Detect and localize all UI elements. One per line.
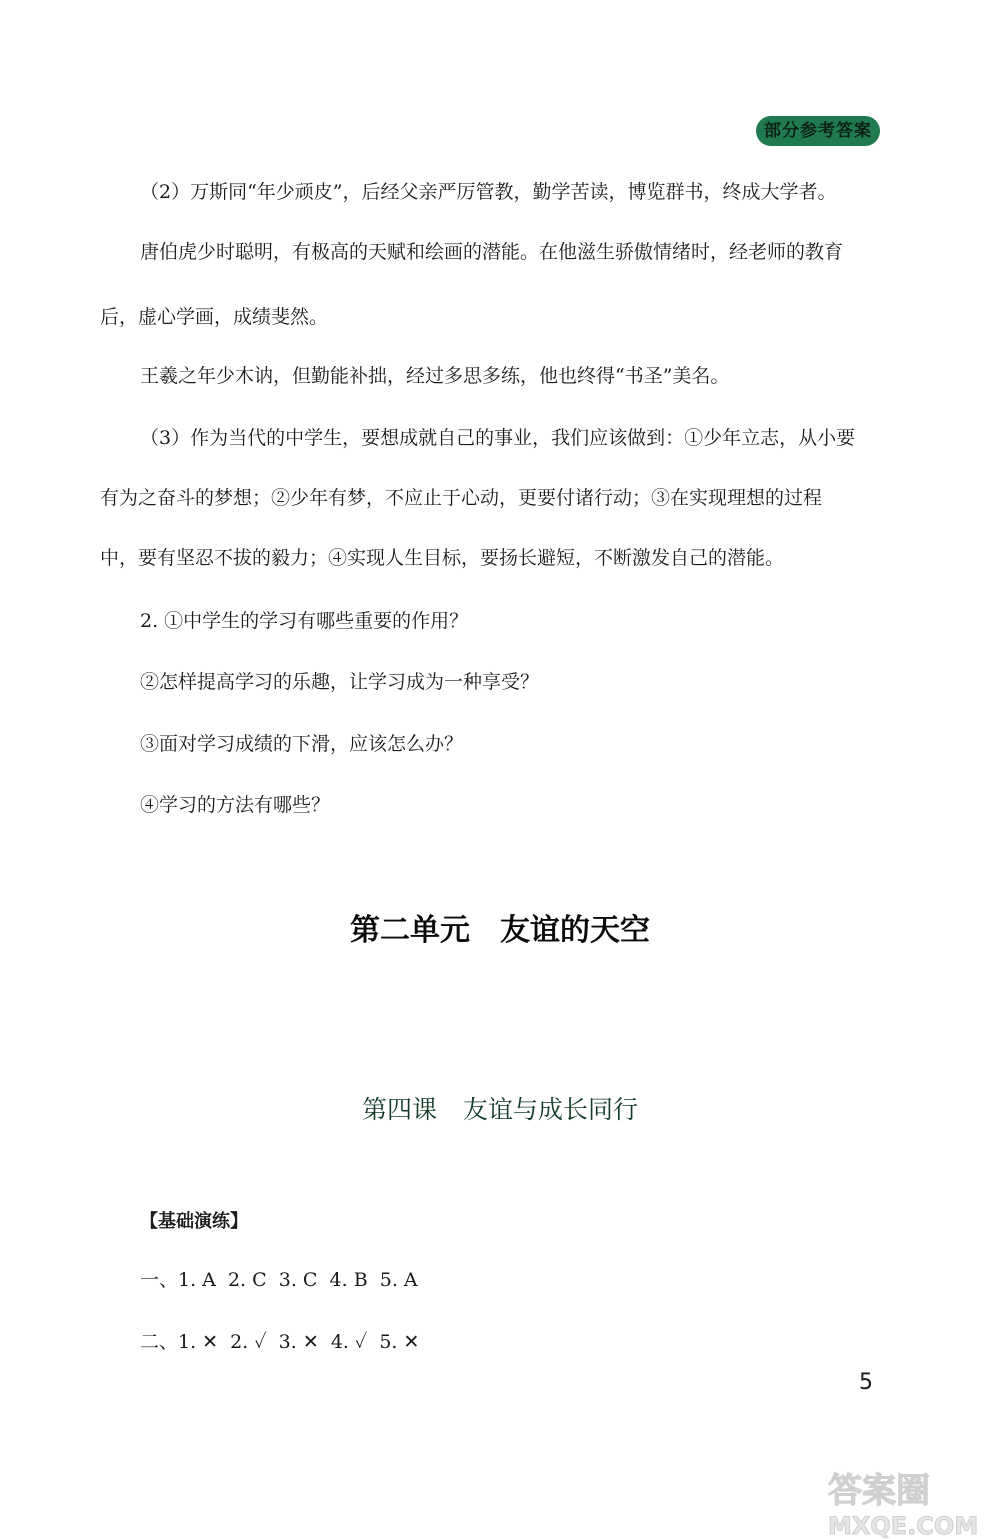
section-badge: 部分参考答案 (756, 116, 880, 146)
watermark-logo (820, 1468, 1000, 1539)
unit-number: 第二单元 (350, 913, 470, 948)
lesson-title (0, 1092, 1000, 1128)
answer-line-1: （2）万斯同“年少顽皮”，后经父亲严厉管教，勤学苦读，博览群书，终成大学者。 (140, 181, 837, 203)
watermark-text: 答案圈 MXQE.COM (828, 1471, 979, 1539)
answer-line-7: 中，要有坚忍不拔的毅力；④实现人生目标，要扬长避短，不断激发自己的潜能。 (100, 547, 785, 569)
lesson-number: 第四课 (361, 1095, 437, 1124)
answer-line-2: 唐伯虎少时聪明，有极高的天赋和绘画的潜能。在他滋生骄傲情绪时，经老师的教育 (140, 241, 844, 263)
answer-line-3: 后，虚心学画，成绩斐然。 (100, 306, 329, 328)
question-line-2: ②怎样提高学习的乐趣，让学习成为一种享受？ (140, 671, 540, 693)
page-number: 5 (859, 1370, 873, 1395)
practice-label: 【基础演练】 (140, 1211, 248, 1232)
unit-name: 友谊的天空 (500, 913, 650, 948)
answer-row-2: 二、1. ✕ 2. ✓ 3. ✕ 4. ✓ 5. ✕ (140, 1331, 420, 1353)
question-line-4: ④学习的方法有哪些？ (140, 794, 331, 816)
lesson-name: 友谊与成长同行 (463, 1095, 639, 1124)
question-line-1: 2. ①中学生的学习有哪些重要的作用？ (140, 610, 469, 632)
unit-title (0, 910, 1000, 952)
answer-row-1: 一、1. A 2. C 3. C 4. B 5. A (140, 1269, 418, 1291)
answer-line-6: 有为之奋斗的梦想；②少年有梦，不应止于心动，更要付诸行动；③在实现理想的过程 (100, 487, 823, 509)
answer-line-4: 王羲之年少木讷，但勤能补拙，经过多思多练，他也终得“书圣”美名。 (140, 365, 730, 387)
answer-line-5: （3）作为当代的中学生，要想成就自己的事业，我们应该做到：①少年立志，从小要 (140, 427, 856, 449)
question-line-3: ③面对学习成绩的下滑，应该怎么办？ (140, 733, 464, 755)
